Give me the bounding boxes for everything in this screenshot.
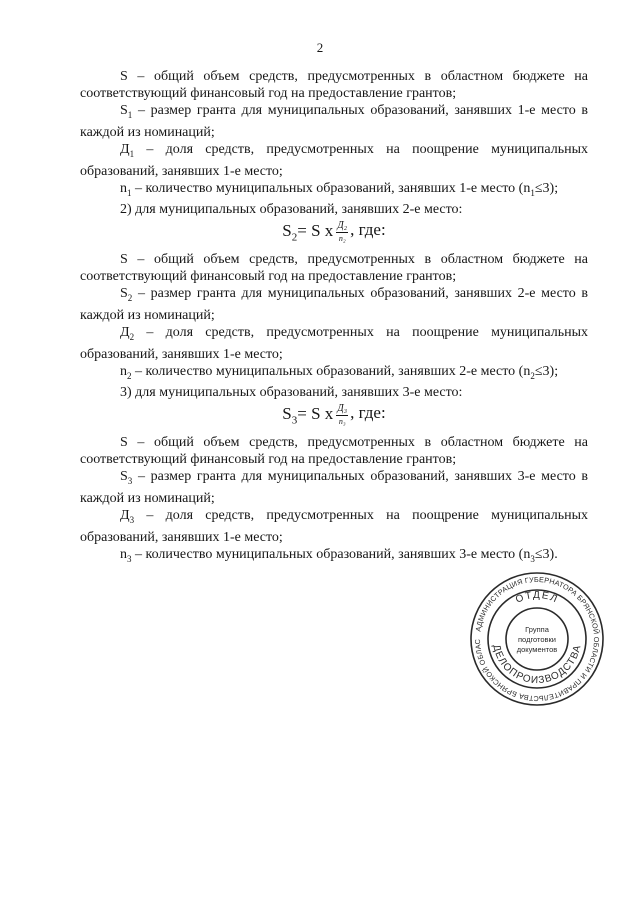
paragraph-d2-definition (80, 324, 588, 363)
formula-s2 (80, 221, 588, 246)
formula-lhs: S (282, 403, 292, 423)
paragraph-s-definition: S – общий объем средств, предусмотренных в областном бюджете на соответствующий финансовый год на предоставление грантов; (80, 69, 588, 101)
subscript: 2 (530, 370, 535, 381)
stamp-center-line-3: документов (516, 645, 558, 654)
subscript: 1 (127, 109, 133, 120)
stamp-center-line-2: подготовки (518, 635, 556, 644)
paragraph-second-place-heading: 2) для муниципальных образований, занявших 2-е место: (120, 202, 463, 218)
paragraph-s-definition: S – общий объем средств, предусмотренных в областном бюджете на соответствующий финансовый год на предоставление грантов; (80, 252, 588, 284)
page-number: 2 (316, 40, 324, 55)
definition-text: – размер гранта для муниципальных образований, занявших 1-е место в каждой из номинаций; (80, 103, 588, 140)
formula-fraction (336, 404, 348, 426)
definition-text: – доля средств, предусмотренных на поощрение муниципальных образований, занявших 1-е место; (80, 507, 588, 545)
paragraph-s-definition: S – общий объем средств, предусмотренных в областном бюджете на соответствующий финансовый год на предоставление грантов; (80, 435, 588, 467)
subscript: 3 (127, 553, 132, 564)
subscript: 1 (129, 148, 135, 159)
formula-operator: = S x (297, 403, 334, 423)
subscript: 3 (129, 514, 135, 525)
symbol: n (120, 180, 127, 196)
formula-s3 (80, 404, 588, 429)
symbol: S (120, 103, 128, 118)
symbol: Д (120, 507, 130, 523)
fraction-numerator: Д₃ (337, 403, 348, 415)
definition-text: – размер гранта для муниципальных образований, занявших 3-е место в каждой из номинаций; (80, 469, 588, 506)
paragraph-s2-definition (80, 285, 588, 324)
paragraph-n2-definition (80, 363, 588, 385)
fraction-numerator: Д₂ (337, 220, 348, 232)
symbol: S (120, 286, 128, 301)
subscript: 2 (129, 331, 135, 342)
paragraph-third-place-heading: 3) для муниципальных образований, занявших 3-е место: (120, 385, 463, 401)
definition-text: – размер гранта для муниципальных образований, занявших 2-е место в каждой из номинаций; (80, 286, 588, 323)
symbol: Д (120, 141, 130, 157)
paragraph-s1-definition (80, 102, 588, 141)
stamp-ring-text: АДМИНИСТРАЦИЯ ГУБЕРНАТОРА БРЯНСКОЙ ОБЛАСТИ И ПРАВИТЕЛЬСТВА БРЯНСКОЙ ОБЛАС (472, 574, 602, 704)
paragraph-d3-definition (80, 507, 588, 546)
paragraph-d1-definition (80, 141, 588, 180)
formula-lhs-sub: 3 (291, 414, 298, 426)
fraction-denominator: n₃ (338, 417, 346, 427)
stamp-inner-bottom-text: ДЕЛОПРОИЗВОДСТВА (490, 643, 584, 687)
definition-text: – количество муниципальных образований, занявших 2-е место (n (131, 363, 531, 379)
formula-operator: = S x (297, 220, 334, 240)
definition-text: – количество муниципальных образований, занявших 3-е место (n (131, 546, 531, 562)
document-body (80, 68, 588, 567)
stamp-inner-top-text: ОТДЕЛ (514, 589, 560, 606)
symbol: n (120, 363, 127, 379)
subscript: 1 (530, 187, 535, 198)
formula-lhs-sub: 2 (291, 231, 298, 243)
subscript: 3 (127, 475, 133, 486)
paragraph-n1-definition (80, 180, 588, 202)
subscript: 1 (127, 187, 132, 198)
definition-text: – доля средств, предусмотренных на поощрение муниципальных образований, занявших 1-е место; (80, 141, 588, 179)
subscript: 2 (127, 370, 132, 381)
stamp-center-line-1: Группа (525, 625, 549, 634)
symbol: n (120, 546, 127, 562)
stamp-seal (468, 570, 606, 708)
definition-text: – доля средств, предусмотренных на поощрение муниципальных образований, занявших 1-е место; (80, 324, 588, 362)
fraction-denominator: n₂ (338, 234, 346, 244)
definition-end: ≤3); (534, 363, 559, 379)
symbol: S (120, 469, 128, 484)
formula-tail: , где: (350, 220, 386, 240)
paragraph-s3-definition (80, 468, 588, 507)
formula-lhs: S (282, 220, 292, 240)
formula-tail: , где: (350, 403, 386, 423)
formula-fraction (336, 221, 348, 243)
symbol: Д (120, 324, 130, 340)
definition-end: ≤3). (534, 546, 558, 562)
definition-text: – количество муниципальных образований, занявших 1-е место (n (131, 180, 531, 196)
official-stamp (468, 570, 606, 708)
subscript: 3 (530, 553, 535, 564)
paragraph-n3-definition (80, 546, 588, 568)
subscript: 2 (127, 292, 133, 303)
definition-end: ≤3); (534, 180, 559, 196)
